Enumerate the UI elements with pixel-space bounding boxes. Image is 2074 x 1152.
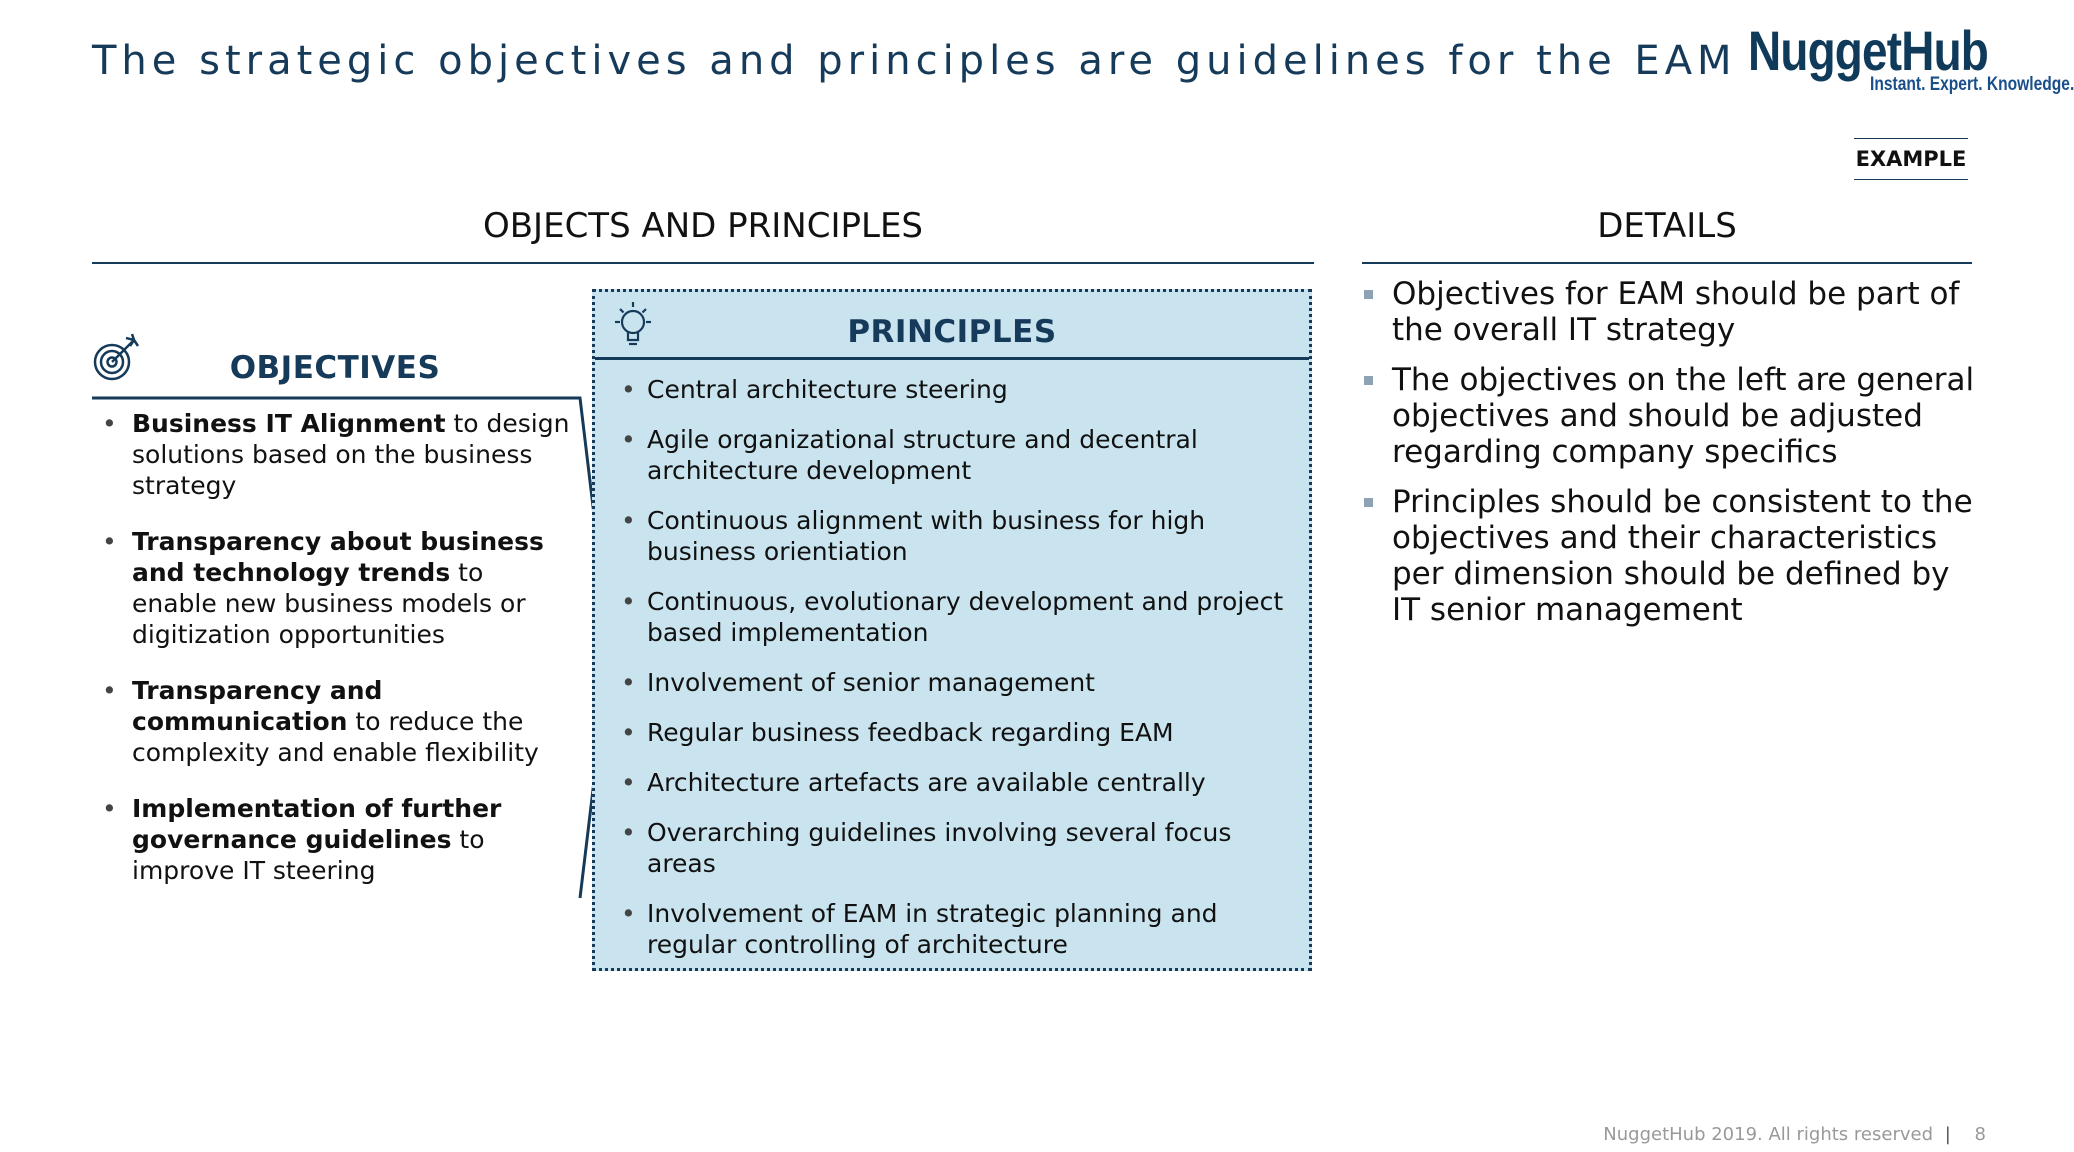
logo-name: NuggetHub [1748,19,1989,82]
detail-item: The objectives on the left are general objectives and should be adjusted regarding company specifics [1362,362,1982,470]
objective-item: • Transparency about business and technology trends to enable new business models or digitization opportunities [100,526,570,650]
section-heading-right: DETAILS [1597,206,1737,246]
section-heading-left: OBJECTS AND PRINCIPLES [482,206,924,246]
detail-item: Objectives for EAM should be part of the overall IT strategy [1362,276,1982,348]
footer-separator: | [1944,1124,1951,1145]
section-rule-left [92,262,1314,264]
section-rule-right [1362,262,1972,264]
objective-item: • Business IT Alignment to design solutions based on the business strategy [100,408,570,501]
example-badge: EXAMPLE [1854,138,1968,180]
objective-item: • Transparency and communication to reduce the complexity and enable flexibility [100,675,570,768]
principle-item: • Continuous alignment with business for high business orientiation [615,505,1295,567]
logo-tagline: Instant. Expert. Knowledge. [1870,74,2074,95]
objectives-title: OBJECTIVES [229,350,441,386]
principle-item: • Central architecture steering [615,374,1295,405]
principle-item: • Involvement of senior management [615,667,1295,698]
principle-item: • Continuous, evolutionary development and project based implementation [615,586,1295,648]
principles-header [595,292,1309,360]
details-list [1362,276,1982,642]
principle-item: • Involvement of EAM in strategic planning and regular controlling of architecture [615,898,1295,960]
slide-title: The strategic objectives and principles are guidelines for the EAM [92,38,1737,84]
footer [1603,1124,1986,1145]
objectives-list [100,408,570,911]
principle-item: • Overarching guidelines involving several focus areas [615,817,1295,879]
principle-item: • Architecture artefacts are available centrally [615,767,1295,798]
principles-list [615,374,1295,979]
page-number: 8 [1974,1124,1986,1145]
detail-item: Principles should be consistent to the objectives and their characteristics per dimension should be defined by IT senior management [1362,484,1982,628]
objective-item: • Implementation of further governance guidelines to improve IT steering [100,793,570,886]
target-icon [92,332,140,382]
principle-item: • Agile organizational structure and decentral architecture development [615,424,1295,486]
copyright-text: NuggetHub 2019. All rights reserved [1603,1124,1933,1145]
principle-item: • Regular business feedback regarding EAM [615,717,1295,748]
principles-box [592,289,1312,971]
principles-title: PRINCIPLES [847,314,1057,350]
nuggethub-logo [1748,18,2074,98]
